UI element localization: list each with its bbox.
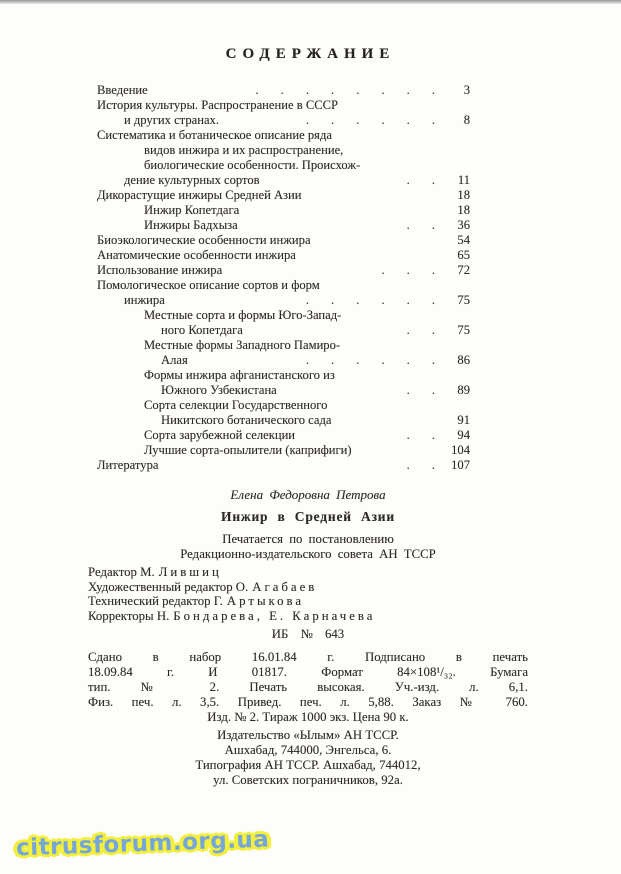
editor-name: Артыкова [226,594,305,609]
approval-line: Редакционно-издательского совета АН ТССР [180,546,436,561]
author-name: Елена Федоровна Петрова [230,487,386,502]
toc-row [97,158,470,173]
print-info-line: тип. № 2. Печать высокая. Уч.-изд. л. 6,1. [88,679,528,694]
print-info-line: Сдано в набор 16.01.84 г. Подписано в печать [88,650,528,665]
toc-page-number: 18 [457,188,470,202]
editor-role: Художественный редактор О. [88,579,249,594]
toc-page-number: 104 [451,443,470,457]
toc-entry-text: Введение [97,83,148,97]
toc-leader-dots: . . . . . . . . [255,83,435,97]
toc-page-number: 65 [457,248,470,262]
toc-entry-text: ного Копетдага [161,323,243,337]
toc-page-number: 36 [457,218,470,232]
toc-row [97,413,470,428]
book-title: Инжир в Средней Азии [221,509,395,524]
toc-row [97,353,470,368]
toc-row [97,83,470,98]
print-info-line: Физ. печ. л. 3,5. Привед. печ. л. 5,88. Заказ № 760. [88,694,528,709]
editor-line [88,580,528,595]
toc-entry-text: Никитского ботанического сада [161,413,332,427]
print-info-line: Изд. № 2. Тираж 1000 экз. Цена 90 к. [207,709,409,724]
toc-entry-text: Южного Узбекистана [161,383,277,397]
toc-row [97,278,470,293]
colophon [88,487,528,788]
toc-entry-text: Сорта селекции Государственного [144,398,328,412]
toc-row [97,188,470,203]
toc-row [97,443,470,458]
table-of-contents [97,83,470,473]
editor-line [88,594,528,609]
toc-row [97,128,470,143]
toc-leader-dots: . . . . . . [305,353,435,367]
toc-row [97,233,470,248]
toc-leader-dots: . . [406,173,435,187]
watermark: citrusforum.org.ua [15,826,270,862]
scan-edge [0,0,621,4]
toc-entry-text: Инжиры Бадхыза [144,218,238,232]
toc-page-number: 75 [457,293,470,307]
toc-leader-dots: . . [406,323,435,337]
toc-row [97,458,470,473]
toc-leader-dots: . . [406,428,435,442]
toc-row [97,338,470,353]
toc-row [97,143,470,158]
toc-leader-dots: . . [406,383,435,397]
toc-entry-text: Местные сорта и формы Юго-Запад- [144,308,342,322]
approval-block [88,532,528,561]
editor-name: Агабаев [252,579,318,594]
toc-page-number: 89 [457,383,470,397]
toc-entry-text: Дикорастущие инжиры Средней Азии [97,188,302,202]
editor-role: Технический редактор Г. [88,594,223,609]
toc-page-number: 107 [451,458,470,472]
toc-entry-text: Формы инжира афганистанского из [144,368,335,382]
toc-page-number: 75 [457,323,470,337]
editor-name: Лившиц [158,565,222,579]
toc-entry-text: Анатомические особенности инжира [97,248,296,262]
toc-row [97,203,470,218]
toc-entry-text: Литература [97,458,159,472]
toc-entry-text: Биоэкологические особенности инжира [97,233,311,247]
toc-row [97,263,470,278]
editors-block [88,565,528,623]
editor-role: Редактор М. [88,565,155,579]
editor-line [88,609,528,624]
toc-entry-text: дение культурных сортов [124,173,260,187]
print-info-line: 18.09.84 г. И 01817. Формат 84×108¹/₃₂. Бумага [88,665,528,680]
toc-entry-text: История культуры. Распространение в СССР [97,98,339,112]
toc-entry-text: Помологическое описание сортов и форм [97,278,320,292]
toc-entry-text: Систематика и ботаническое описание ряда [97,128,332,142]
toc-entry-text: инжира [124,293,165,307]
toc-leader-dots: . . [406,458,435,472]
approval-line: Печатается по постановлению [222,532,394,546]
toc-entry-text: биологические особенности. Происхож- [144,158,361,172]
publisher-line: ул. Советских пограничников, 92а. [213,772,403,787]
toc-entry-text: Алая [161,353,188,367]
toc-page-number: 94 [457,428,470,442]
toc-entry-text: Инжир Копетдага [144,203,240,217]
ib-number: ИБ № 643 [271,627,345,642]
toc-entry-text: Лучшие сорта-опылители (каприфиги) [144,443,352,457]
toc-entry-text: Местные формы Западного Памиро- [144,338,341,352]
toc-page-number: 91 [457,413,470,427]
toc-leader-dots: . . . . . . [305,113,435,127]
toc-entry-text: Использование инжира [97,263,223,277]
publisher-line: Ашхабад, 744000, Энгельса, 6. [224,743,392,758]
toc-row [97,368,470,383]
toc-row [97,248,470,263]
toc-row [97,308,470,323]
toc-page-number: 18 [457,203,470,217]
toc-page-number: 54 [457,233,470,247]
toc-row [97,428,470,443]
page-title: СОДЕРЖАНИЕ [225,46,396,62]
toc-row [97,173,470,188]
toc-page-number: 3 [463,83,470,97]
publisher-block [88,728,528,787]
toc-row [97,398,470,413]
toc-leader-dots: . . . [381,263,435,277]
toc-entry-text: Сорта зарубежной селекции [144,428,296,442]
toc-row [97,98,470,113]
publisher-line: Издательство «Ылым» АН ТССР. [217,728,399,743]
editor-line [88,565,528,580]
toc-page-number: 86 [457,353,470,367]
toc-page-number: 8 [463,113,470,127]
editor-role: Корректоры Н. [88,608,170,623]
editor-name: Бондарева, Е. Карначева [173,608,376,623]
toc-entry-text: видов инжира и их распространение, [144,143,344,157]
print-info-block [88,650,528,724]
publisher-line: Типография АН ТССР. Ашхабад, 744012, [195,757,421,772]
toc-entry-text: и других странах. [124,113,219,127]
toc-page-number: 11 [457,173,470,187]
toc-row [97,218,470,233]
toc-row [97,323,470,338]
toc-row [97,113,470,128]
toc-leader-dots: . . . . . . [305,293,435,307]
toc-row [97,293,470,308]
toc-page-number: 72 [457,263,470,277]
toc-leader-dots: . . [406,218,435,232]
toc-row [97,383,470,398]
